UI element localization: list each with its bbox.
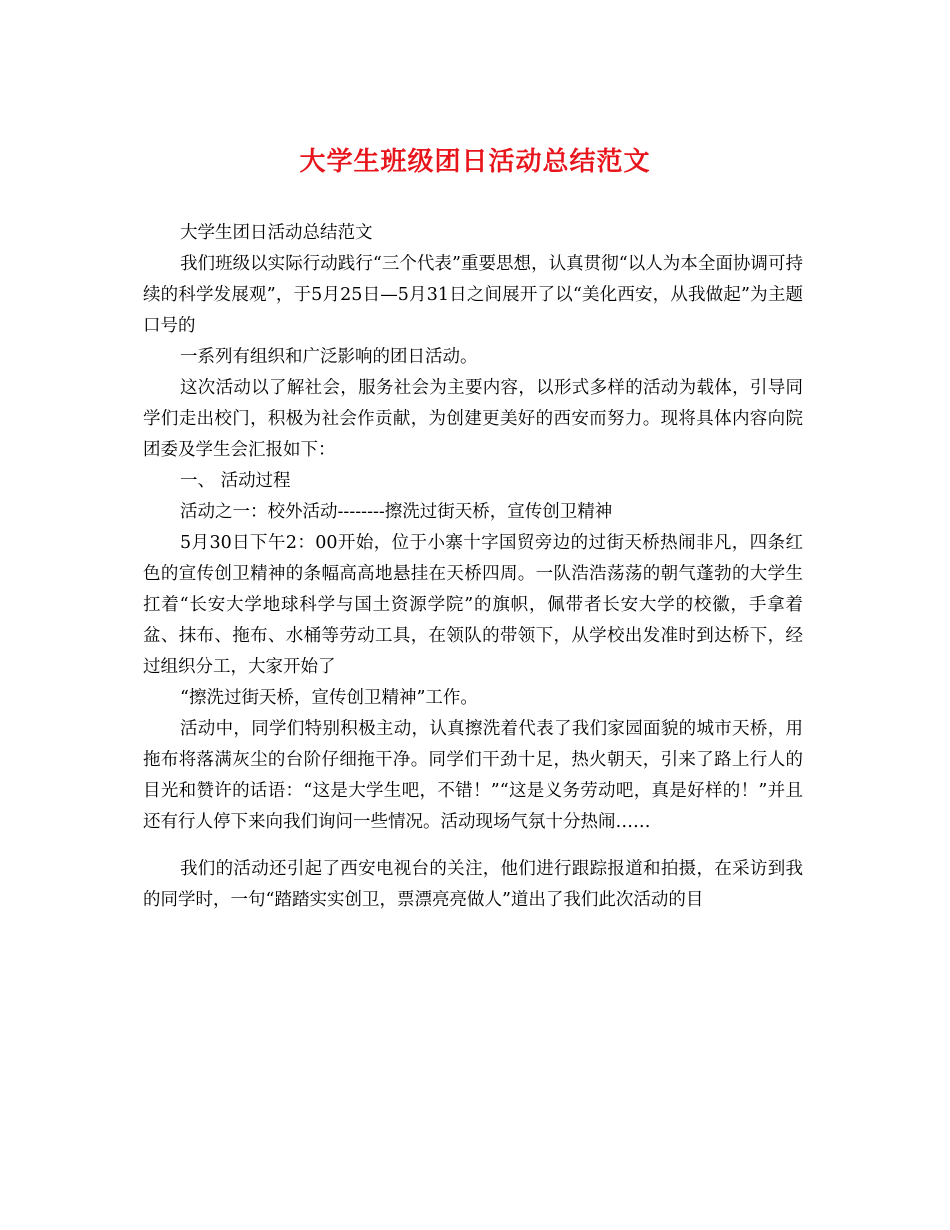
paragraph: “擦洗过街天桥，宣传创卫精神”工作。 xyxy=(180,688,478,708)
section-heading: 一、 活动过程 xyxy=(180,471,291,491)
paragraph: 5月30日下午2：00开始，位于小寨十字国贸旁边的过街天桥热闹非凡，四条红色的宣传创卫精神的条幅高高地悬挂在天桥四周。一队浩浩荡荡的朝气蓬勃的大学生扛着“长安大学地球科学与国土资源学院”的旗帜，佩带者长安大学的校徽，手拿着盆、抹布、拖布、水桶等劳动工具，在领队的带领下，从学校出发准时到达桥下，经过组织分工，大家开始了 xyxy=(143,533,803,677)
paragraph: 一系列有组织和广泛影响的团日活动。 xyxy=(180,347,478,367)
paragraph: 这次活动以了解社会，服务社会为主要内容，以形式多样的活动为载体，引导同学们走出校门，积极为社会作贡献，为创建更美好的西安而努力。现将具体内容向院团委及学生会汇报如下： xyxy=(143,378,803,460)
document-body xyxy=(143,218,803,916)
paragraph: 活动中，同学们特别积极主动，认真擦洗着代表了我们家园面貌的城市天桥，用拖布将落满灰尘的台阶仔细拖干净。同学们干劲十足，热火朝天，引来了路上行人的目光和赞许的话语：“这是大学生吧，不错！”“这是义务劳动吧，真是好样的！”并且还有行人停下来向我们询问一些情况。活动现场气氛十分热闹…… xyxy=(143,719,803,832)
document-title: 大学生班级团日活动总结范文 xyxy=(299,147,651,177)
paragraph: 我们的活动还引起了西安电视台的关注，他们进行跟踪报道和拍摄，在采访到我的同学时，一句“踏踏实实创卫，票漂亮亮做人”道出了我们此次活动的目 xyxy=(143,859,803,910)
paragraph-subtitle: 大学生团日活动总结范文 xyxy=(180,223,373,243)
paragraph: 我们班级以实际行动践行“三个代表”重要思想，认真贯彻“以人为本全面协调可持续的科学发展观”，于5月25日—5月31日之间展开了以“美化西安，从我做起”为主题口号的 xyxy=(143,254,803,336)
paragraph: 活动之一：校外活动--------擦洗过街天桥，宣传创卫精神 xyxy=(180,502,613,522)
